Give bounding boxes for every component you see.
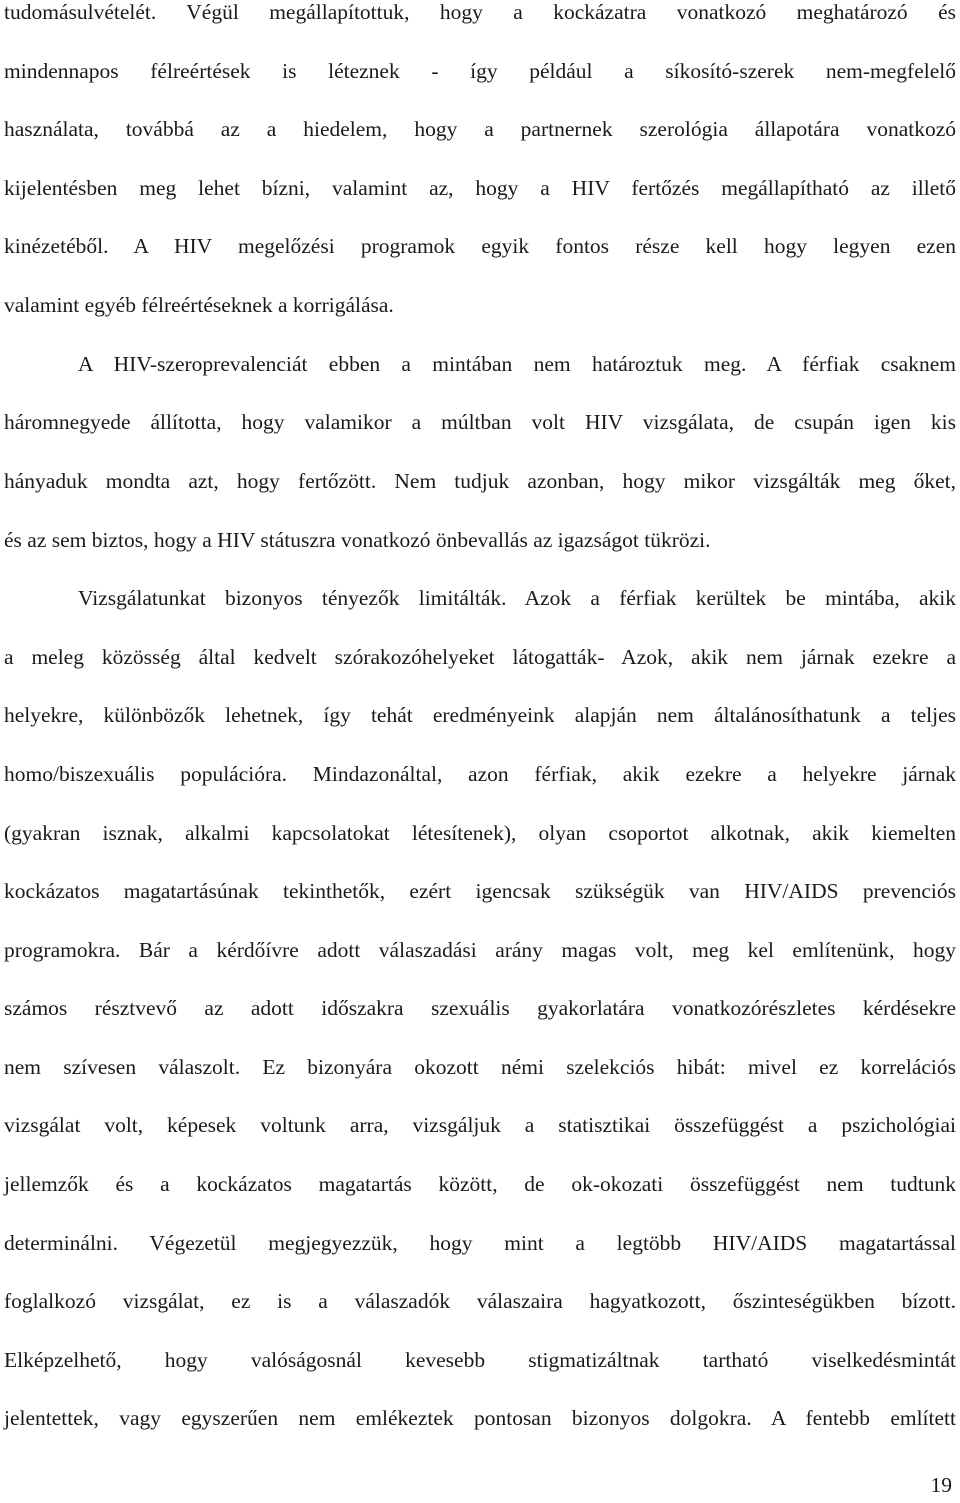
text-line: számos résztvevő az adott időszakra szexuális gyakorlatára vonatkozórészletes kérdésekre	[4, 996, 956, 1020]
text-line: determinálni. Végezetül megjegyezzük, hogy mint a legtöbb HIV/AIDS magatartással	[4, 1231, 956, 1255]
text-line: hányaduk mondta azt, hogy fertőzött. Nem tudjuk azonban, hogy mikor vizsgálták meg őket,	[4, 469, 956, 493]
text-line: homo/biszexuális populációra. Mindazonáltal, azon férfiak, akik ezekre a helyekre járnak	[4, 762, 956, 786]
page-number: 19	[930, 1473, 952, 1497]
text-line: a meleg közösség által kedvelt szórakozóhelyeket látogatták- Azok, akik nem járnak ezekre a	[4, 645, 956, 669]
text-line: jelentettek, vagy egyszerűen nem emlékeztek pontosan bizonyos dolgokra. A fentebb említett	[4, 1406, 956, 1430]
text-line: használata, továbbá az a hiedelem, hogy a partnernek szerológia állapotára vonatkozó	[4, 117, 956, 141]
text-line: és az sem biztos, hogy a HIV státuszra vonatkozó önbevallás az igazságot tükrözi.	[4, 528, 711, 552]
text-line: kinézetéből. A HIV megelőzési programok egyik fontos része kell hogy legyen ezen	[4, 234, 956, 258]
paragraph-first-line: Vizsgálatunkat bizonyos tényezők limitálták. Azok a férfiak kerültek be mintába, akik	[78, 586, 956, 610]
text-line: tudomásulvételét. Végül megállapítottuk, hogy a kockázatra vonatkozó meghatározó és	[4, 0, 956, 24]
text-line: programokra. Bár a kérdőívre adott válaszadási arány magas volt, meg kel említenünk, hogy	[4, 938, 956, 962]
text-line: valamint egyéb félreértéseknek a korrigálása.	[4, 293, 394, 317]
text-line: háromnegyede állította, hogy valamikor a múltban volt HIV vizsgálata, de csupán igen kis	[4, 410, 956, 434]
text-line: kockázatos magatartásúnak tekinthetők, ezért igencsak szükségük van HIV/AIDS prevenciós	[4, 879, 956, 903]
text-line: vizsgálat volt, képesek voltunk arra, vizsgáljuk a statisztikai összefüggést a pszichológiai	[4, 1113, 956, 1137]
text-line: kijelentésben meg lehet bízni, valamint az, hogy a HIV fertőzés megállapítható az illető	[4, 176, 956, 200]
text-line: Elképzelhető, hogy valóságosnál kevesebb stigmatizáltnak tartható viselkedésmintát	[4, 1348, 956, 1372]
text-line: mindennapos félreértések is léteznek - így például a síkosító-szerek nem-megfelelő	[4, 59, 956, 83]
text-line: foglalkozó vizsgálat, ez is a válaszadók válaszaira hagyatkozott, őszinteségükben bízott.	[4, 1289, 956, 1313]
text-line: jellemzők és a kockázatos magatartás között, de ok-okozati összefüggést nem tudtunk	[4, 1172, 956, 1196]
text-line: (gyakran isznak, alkalmi kapcsolatokat létesítenek), olyan csoportot alkotnak, akik kiemelten	[4, 821, 956, 845]
text-line: nem szívesen válaszolt. Ez bizonyára okozott némi szelekciós hibát: mivel ez korrelációs	[4, 1055, 956, 1079]
paragraph-first-line: A HIV-szeroprevalenciát ebben a mintában nem határoztuk meg. A férfiak csaknem	[78, 352, 956, 376]
text-line: helyekre, különbözők lehetnek, így tehát eredményeink alapján nem általánosíthatunk a teljes	[4, 703, 956, 727]
